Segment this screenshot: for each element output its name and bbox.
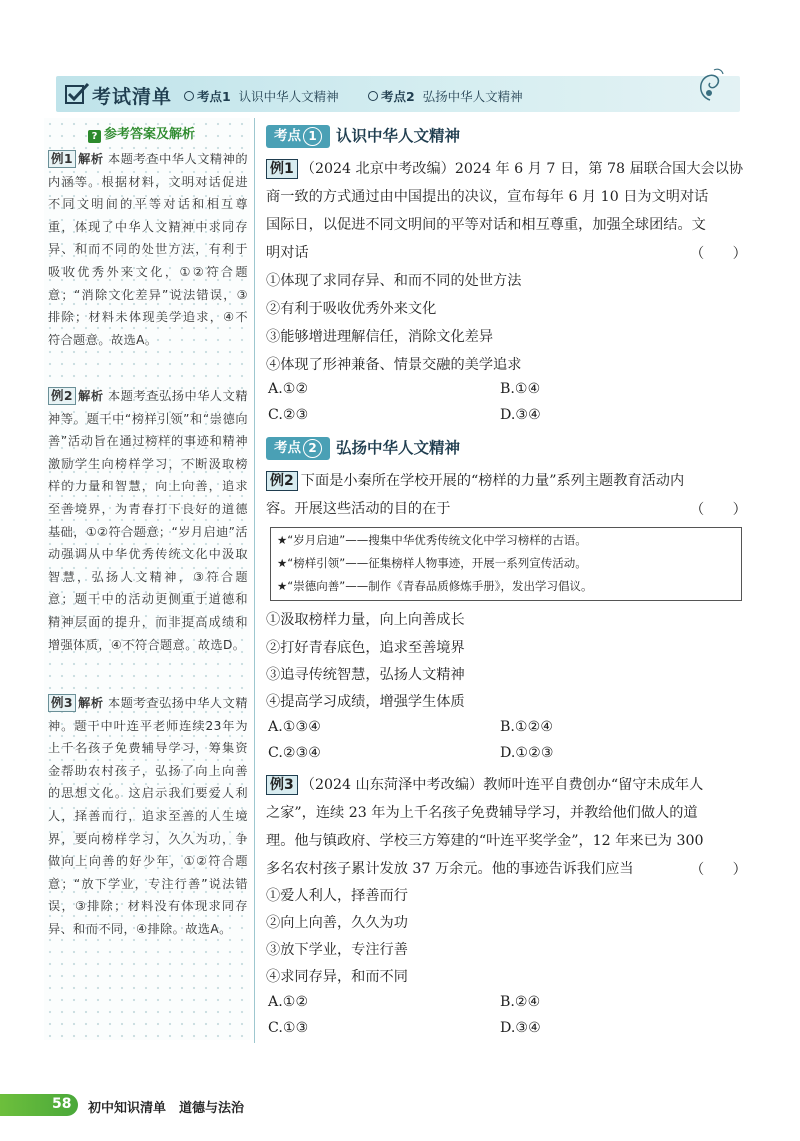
q3-item-3: ③放下学业，专注行善 — [266, 942, 408, 958]
answer-blank: （ ） — [690, 502, 747, 518]
section2-heading: 考点 2 弘扬中华人文精神 — [266, 436, 460, 460]
q2-line-2: 容。开展这些活动的目的在于 — [266, 501, 451, 517]
q1-option-c: C.②③ — [268, 407, 309, 423]
swirl-decoration-icon — [696, 66, 726, 102]
answer-3: 例3 解析 本题考查弘扬中华人文精神。题干中叶连平老师连续23年为上千名孩子免费辅导学习，筹集资金帮助农村孩子，弘扬了向上向善的思想文化。这启示我们要爱人利人，择善而行，追求至善的人生境界，要向榜样学习，久久为功，争做向上向善的好少年，①②符合题意；“放下学业，专注行善”说法错误，③排除；材料没有体现求同存异、和而不同，④排除。故选A。 — [48, 695, 248, 936]
q3-item-2: ②向上向善，久久为功 — [266, 915, 408, 931]
q3-item-1: ①爱人利人，择善而行 — [266, 888, 408, 904]
answer-blank: （ ） — [690, 862, 747, 878]
sidebar-heading: ? 参考答案及解析 — [88, 123, 195, 143]
q2-item-3: ③追寻传统智慧，弘扬人文精神 — [266, 667, 465, 683]
q3-line-3: 理。他与镇政府、学校三方筹建的“叶连平奖学金”，12 年来已为 300 — [266, 833, 704, 849]
q1-option-d: D.③④ — [500, 407, 541, 423]
q3-line-1: 例3 （2024 山东菏泽中考改编）教师叶连平自费创办“留守未成年人 — [266, 775, 744, 795]
banner-title: 考试清单 — [92, 86, 173, 108]
q2-item-1: ①汲取榜样力量，向上向善成长 — [266, 612, 465, 628]
kp-pill: 考点 2 — [266, 437, 330, 460]
banner-kp2: 考点2 弘扬中华人文精神 — [368, 87, 523, 105]
bullet-icon — [184, 91, 194, 101]
q1-option-b: B.①④ — [500, 381, 541, 397]
bullet-icon — [368, 91, 378, 101]
q1-item-4: ④体现了形神兼备、情景交融的美学追求 — [266, 357, 522, 373]
q2-option-a: A.①③④ — [268, 719, 321, 735]
q3-line-2: 之家”，连续 23 年为上千名孩子免费辅导学习，并教给他们做人的道 — [266, 805, 698, 821]
q2-option-b: B.①②④ — [500, 719, 554, 735]
section1-heading: 考点 1 认识中华人文精神 — [266, 124, 460, 148]
q1-line-3: 国际日，以促进不同文明间的平等对话和相互尊重，加强全球团结。文 — [266, 217, 706, 233]
q3-item-4: ④求同存异，和而不同 — [266, 969, 408, 985]
q3-option-c: C.①③ — [268, 1020, 309, 1036]
activity-1: ★“岁月启迪”——搜集中华优秀传统文化中学习榜样的古语。 — [277, 533, 587, 547]
q3-option-d: D.③④ — [500, 1020, 541, 1036]
activity-2: ★“榜样引领”——征集榜样人物事迹，开展一系列宣传活动。 — [277, 556, 587, 570]
q3-line-4: 多名农村孩子累计发放 37 万余元。他的事迹告诉我们应当 — [266, 861, 634, 877]
page-footer — [0, 1094, 800, 1116]
q2-option-d: D.①②③ — [500, 745, 554, 761]
activity-3: ★“崇德向善”——制作《青春品质修炼手册》，发出学习倡议。 — [277, 579, 593, 593]
q1-line-1: 例1 （2024 北京中考改编）2024 年 6 月 7 日，第 78 届联合国大会以协 — [266, 159, 744, 179]
q1-option-a: A.①② — [268, 381, 309, 397]
q3-option-b: B.②④ — [500, 994, 541, 1010]
q1-item-1: ①体现了求同存异、和而不同的处世方法 — [266, 273, 522, 289]
footer-title: 初中知识清单 道德与法治 — [88, 1101, 245, 1116]
banner-kp1: 考点1 认识中华人文精神 — [184, 87, 339, 105]
q1-item-2: ②有利于吸收优秀外来文化 — [266, 301, 437, 317]
q1-line-2: 商一致的方式通过由中国提出的决议，宣布每年 6 月 10 日为文明对话 — [266, 189, 709, 205]
answer-blank: （ ） — [690, 246, 747, 262]
q2-line-1: 例2 下面是小秦所在学校开展的“榜样的力量”系列主题教育活动内 — [266, 471, 744, 491]
answer-1: 例1 解析 本题考查中华人文精神的内涵等。根据材料，文明对话促进不同文明间的平等对话和相互尊重，体现了中华人文精神中求同存异、和而不同的处世方法，有利于吸收优秀外来文化，①②符合题意；“消除文化差异”说法错误，③排除；材料未体现美学追求，④不符合题意。故选A。 — [48, 151, 248, 347]
page-number: 58 — [52, 1096, 72, 1112]
key-icon: ? — [88, 130, 101, 143]
checkbox-icon — [64, 81, 90, 107]
divider — [254, 118, 255, 1043]
q1-item-3: ③能够增进理解信任，消除文化差异 — [266, 329, 494, 345]
header-banner — [56, 76, 740, 112]
kp-pill: 考点 1 — [266, 125, 330, 148]
q2-option-c: C.②③④ — [268, 745, 322, 761]
activity-box — [270, 527, 742, 601]
q3-option-a: A.①② — [268, 994, 309, 1010]
q2-item-2: ②打好青春底色，追求至善境界 — [266, 640, 465, 656]
q1-line-4: 明对话 — [266, 245, 309, 261]
answer-2: 例2 解析 本题考查弘扬中华人文精神等。题干中“榜样引领”和“崇德向善”活动旨在通过榜样的事迹和精神激励学生向榜样学习，不断汲取榜样的力量和智慧，向上向善，追求至善境界，为青春打下良好的道德基础，①②符合题意；“岁月启迪”活动强调从中华优秀传统文化中汲取智慧，弘扬人文精神，③符合题意；题干中的活动更侧重于道德和精神层面的提升，而非提高成绩和增强体质，④不符合题意。故选D。 — [48, 388, 248, 652]
q2-item-4: ④提高学习成绩，增强学生体质 — [266, 694, 465, 710]
